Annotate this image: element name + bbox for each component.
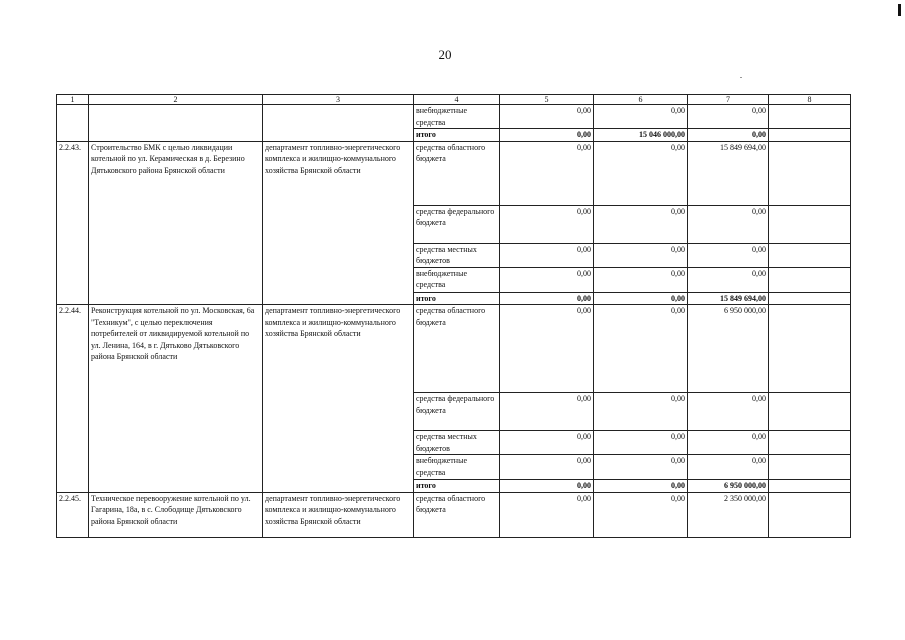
value-col8	[769, 243, 851, 267]
scan-edge-mark	[898, 4, 901, 16]
value-col6: 0,00	[594, 292, 688, 305]
value-col6: 0,00	[594, 267, 688, 292]
value-col5: 0,00	[500, 292, 594, 305]
funding-source: средства федерального бюджета	[414, 205, 500, 243]
project-code: 2.2.43.	[57, 141, 89, 305]
project-name: Техническое перевооружение котельной по ул. Гагарина, 18а, в с. Слободище Дятьковского района Брянской области	[89, 492, 263, 537]
value-col8	[769, 492, 851, 537]
value-col7: 0,00	[688, 243, 769, 267]
value-col6: 0,00	[594, 431, 688, 455]
value-col5: 0,00	[500, 105, 594, 129]
project-executor: департамент топливно-энергетического комплекса и жилищно-коммунального хозяйства Брянской области	[263, 305, 414, 493]
page-number: 20	[438, 47, 452, 62]
funding-source: итого	[414, 129, 500, 142]
column-number: 1	[57, 95, 89, 105]
funding-source: внебюджетные средства	[414, 105, 500, 129]
code-cell	[57, 105, 89, 142]
value-col6: 15 046 000,00	[594, 129, 688, 142]
value-col8	[769, 205, 851, 243]
value-col8	[769, 129, 851, 142]
value-col6: 0,00	[594, 305, 688, 393]
value-col7: 0,00	[688, 105, 769, 129]
funding-source: средства местных бюджетов	[414, 243, 500, 267]
column-number-row	[57, 95, 851, 105]
funding-source: средства областного бюджета	[414, 305, 500, 393]
value-col6: 0,00	[594, 243, 688, 267]
table-row	[57, 141, 851, 205]
value-col5: 0,00	[500, 431, 594, 455]
value-col5: 0,00	[500, 393, 594, 431]
funding-source: средства областного бюджета	[414, 141, 500, 205]
value-col8	[769, 141, 851, 205]
value-col7: 0,00	[688, 393, 769, 431]
project-name: Строительство БМК с целью ликвидации котельной по ул. Керамическая в д. Березино Дятьковского района Брянской области	[89, 141, 263, 305]
project-code: 2.2.45.	[57, 492, 89, 537]
project-executor: департамент топливно-энергетического комплекса и жилищно-коммунального хозяйства Брянской области	[263, 141, 414, 305]
value-col6: 0,00	[594, 480, 688, 493]
funding-source: средства федерального бюджета	[414, 393, 500, 431]
column-number: 4	[414, 95, 500, 105]
value-col5: 0,00	[500, 267, 594, 292]
project-executor: департамент топливно-энергетического комплекса и жилищно-коммунального хозяйства Брянской области	[263, 492, 414, 537]
column-number: 3	[263, 95, 414, 105]
funding-source: средства местных бюджетов	[414, 431, 500, 455]
value-col8	[769, 105, 851, 129]
funding-source: средства областного бюджета	[414, 492, 500, 537]
value-col6: 0,00	[594, 105, 688, 129]
value-col7: 0,00	[688, 267, 769, 292]
funding-source: внебюджетные средства	[414, 267, 500, 292]
executor-cell	[263, 105, 414, 142]
funding-source: внебюджетные средства	[414, 455, 500, 480]
value-col6: 0,00	[594, 393, 688, 431]
funding-source: итого	[414, 480, 500, 493]
column-number: 6	[594, 95, 688, 105]
value-col5: 0,00	[500, 492, 594, 537]
budget-table	[56, 94, 851, 538]
value-col8	[769, 455, 851, 480]
value-col6: 0,00	[594, 492, 688, 537]
value-col8	[769, 305, 851, 393]
value-col7: 15 849 694,00	[688, 292, 769, 305]
value-col5: 0,00	[500, 243, 594, 267]
value-col5: 0,00	[500, 205, 594, 243]
column-number: 7	[688, 95, 769, 105]
value-col8	[769, 393, 851, 431]
value-col7: 2 350 000,00	[688, 492, 769, 537]
value-col6: 0,00	[594, 455, 688, 480]
column-number: 5	[500, 95, 594, 105]
value-col5: 0,00	[500, 480, 594, 493]
value-col7: 0,00	[688, 455, 769, 480]
value-col8	[769, 431, 851, 455]
column-number: 2	[89, 95, 263, 105]
value-col5: 0,00	[500, 305, 594, 393]
table-body	[57, 105, 851, 538]
column-number: 8	[769, 95, 851, 105]
project-code: 2.2.44.	[57, 305, 89, 493]
scan-speck	[740, 77, 742, 78]
value-col5: 0,00	[500, 455, 594, 480]
value-col6: 0,00	[594, 141, 688, 205]
value-col8	[769, 267, 851, 292]
value-col5: 0,00	[500, 129, 594, 142]
value-col5: 0,00	[500, 141, 594, 205]
value-col6: 0,00	[594, 205, 688, 243]
funding-source: итого	[414, 292, 500, 305]
value-col7: 0,00	[688, 205, 769, 243]
value-col8	[769, 292, 851, 305]
value-col7: 0,00	[688, 129, 769, 142]
value-col7: 0,00	[688, 431, 769, 455]
value-col7: 6 950 000,00	[688, 305, 769, 393]
table-row	[57, 105, 851, 129]
value-col7: 15 849 694,00	[688, 141, 769, 205]
table-row	[57, 305, 851, 393]
value-col8	[769, 480, 851, 493]
name-cell	[89, 105, 263, 142]
table-row	[57, 492, 851, 537]
project-name: Реконструкция котельной по ул. Московская, 6а "Техникум", с целью переключения потребителей от ликвидируемой котельной по ул. Ленина, 164, в г. Дятьково Дятьковского района Брянской области	[89, 305, 263, 493]
value-col7: 6 950 000,00	[688, 480, 769, 493]
